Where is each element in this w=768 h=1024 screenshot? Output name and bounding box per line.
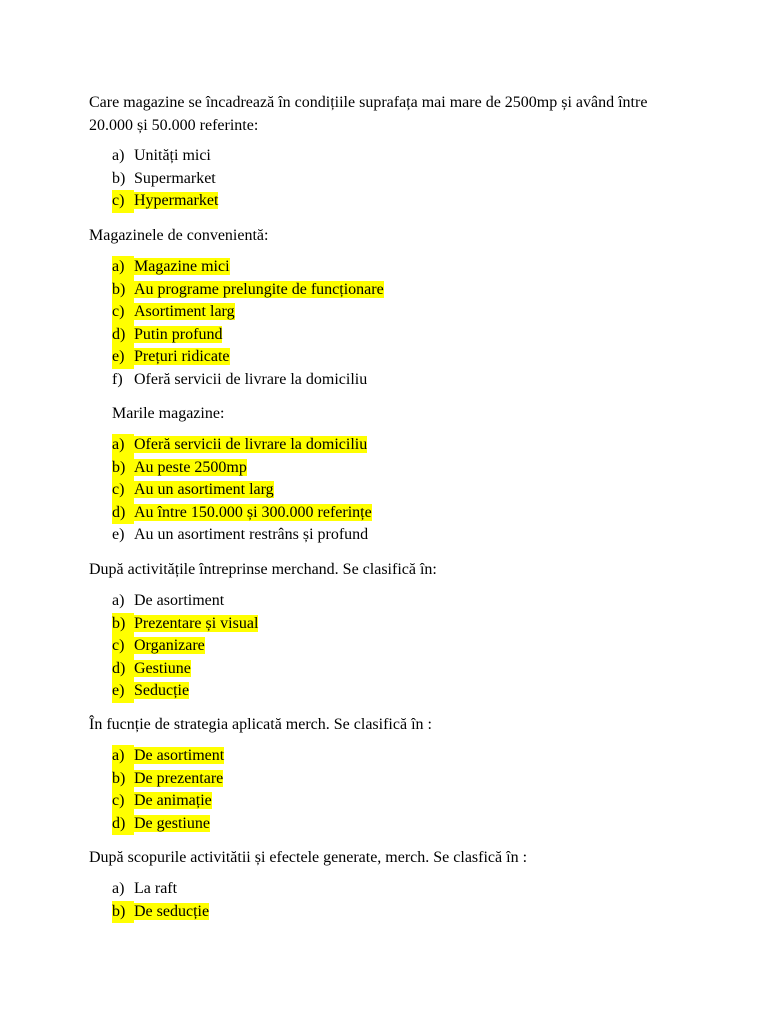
option-letter: d) xyxy=(112,324,134,347)
option-text: Au un asortiment larg xyxy=(134,481,274,498)
option-item xyxy=(112,279,384,302)
option-text: Putin profund xyxy=(134,325,223,343)
question-1-text: Care magazine se încadrează în condițiile suprafața mai mare de 2500mp și având între 20.000 și 50.000 referinte: xyxy=(89,94,648,134)
option-text: Prezentare și visual xyxy=(134,614,259,632)
option-item xyxy=(112,635,258,658)
option-text: Seducție xyxy=(134,682,190,699)
option-item xyxy=(112,590,258,613)
option-letter: c) xyxy=(112,479,134,502)
option-text: Hypermarket xyxy=(134,192,219,209)
option-item xyxy=(112,813,224,836)
option-letter: c) xyxy=(112,301,134,324)
option-letter: c) xyxy=(112,790,134,813)
option-text: De animație xyxy=(134,792,212,809)
option-item xyxy=(112,168,218,191)
option-letter: e) xyxy=(112,526,125,543)
option-letter: a) xyxy=(112,745,134,768)
question-2-text: Magazinele de convenientă: xyxy=(89,227,269,244)
option-letter: b) xyxy=(112,768,134,791)
question-5-options xyxy=(112,745,224,835)
option-item xyxy=(112,145,218,168)
option-letter: a) xyxy=(112,256,134,279)
question-3-text: Marile magazine: xyxy=(112,405,225,422)
option-item xyxy=(112,680,258,703)
option-text: De gestiune xyxy=(134,814,210,832)
option-text: La raft xyxy=(134,880,178,897)
option-text: Supermarket xyxy=(134,169,216,187)
question-2-options xyxy=(112,256,384,391)
option-item xyxy=(112,878,209,901)
option-text: De asortiment xyxy=(134,747,225,764)
option-item xyxy=(112,190,218,213)
option-letter: a) xyxy=(112,434,134,457)
option-text: Unități mici xyxy=(134,147,211,164)
option-letter: c) xyxy=(112,190,134,213)
option-item xyxy=(112,901,209,924)
question-6-options xyxy=(112,878,209,923)
question-1-options xyxy=(112,145,218,213)
option-item xyxy=(112,524,372,547)
option-text: De prezentare xyxy=(134,769,224,787)
option-text: Gestiune xyxy=(134,659,191,677)
option-item xyxy=(112,768,224,791)
option-item xyxy=(112,301,384,324)
option-item xyxy=(112,790,224,813)
option-letter: b) xyxy=(112,901,134,924)
option-letter: b) xyxy=(112,279,134,302)
question-6-text: După scopurile activitătii și efectele generate, merch. Se clasfică în : xyxy=(89,849,528,866)
option-item xyxy=(112,369,384,392)
question-4-text: După activitățile întreprinse merchand. Se clasifică în: xyxy=(89,561,437,578)
option-letter: e) xyxy=(112,346,134,369)
option-letter: d) xyxy=(112,658,134,681)
question-5-text: În fucnție de strategia aplicată merch. Se clasifică în : xyxy=(89,716,432,733)
option-text: Oferă servicii de livrare la domiciliu xyxy=(134,436,368,453)
option-letter: a) xyxy=(112,147,125,164)
option-item xyxy=(112,745,224,768)
option-letter: c) xyxy=(112,635,134,658)
option-text: Au programe prelungite de funcționare xyxy=(134,280,384,298)
option-letter: e) xyxy=(112,680,134,703)
option-letter: b) xyxy=(112,169,126,187)
option-text: Prețuri ridicate xyxy=(134,348,230,365)
option-text: Au un asortiment restrâns și profund xyxy=(134,526,369,543)
option-item xyxy=(112,457,372,480)
option-text: Au între 150.000 și 300.000 referințe xyxy=(134,503,372,521)
option-letter: a) xyxy=(112,592,125,609)
option-text: Oferă servicii de livrare la domiciliu xyxy=(134,370,368,388)
option-text: Magazine mici xyxy=(134,258,230,275)
option-item xyxy=(112,346,384,369)
option-letter: f) xyxy=(112,370,123,388)
option-text: Asortiment larg xyxy=(134,303,235,320)
question-3-options xyxy=(112,434,372,547)
question-4-options xyxy=(112,590,258,703)
option-letter: a) xyxy=(112,880,125,897)
option-text: De seducție xyxy=(134,902,210,920)
option-letter: d) xyxy=(112,502,134,525)
option-letter: b) xyxy=(112,613,134,636)
option-item xyxy=(112,324,384,347)
option-letter: d) xyxy=(112,813,134,836)
option-item xyxy=(112,502,372,525)
option-text: Organizare xyxy=(134,637,205,654)
option-item xyxy=(112,434,372,457)
option-text: De asortiment xyxy=(134,592,225,609)
option-letter: b) xyxy=(112,457,134,480)
option-item xyxy=(112,479,372,502)
option-item xyxy=(112,256,384,279)
option-item xyxy=(112,658,258,681)
option-item xyxy=(112,613,258,636)
option-text: Au peste 2500mp xyxy=(134,458,247,476)
